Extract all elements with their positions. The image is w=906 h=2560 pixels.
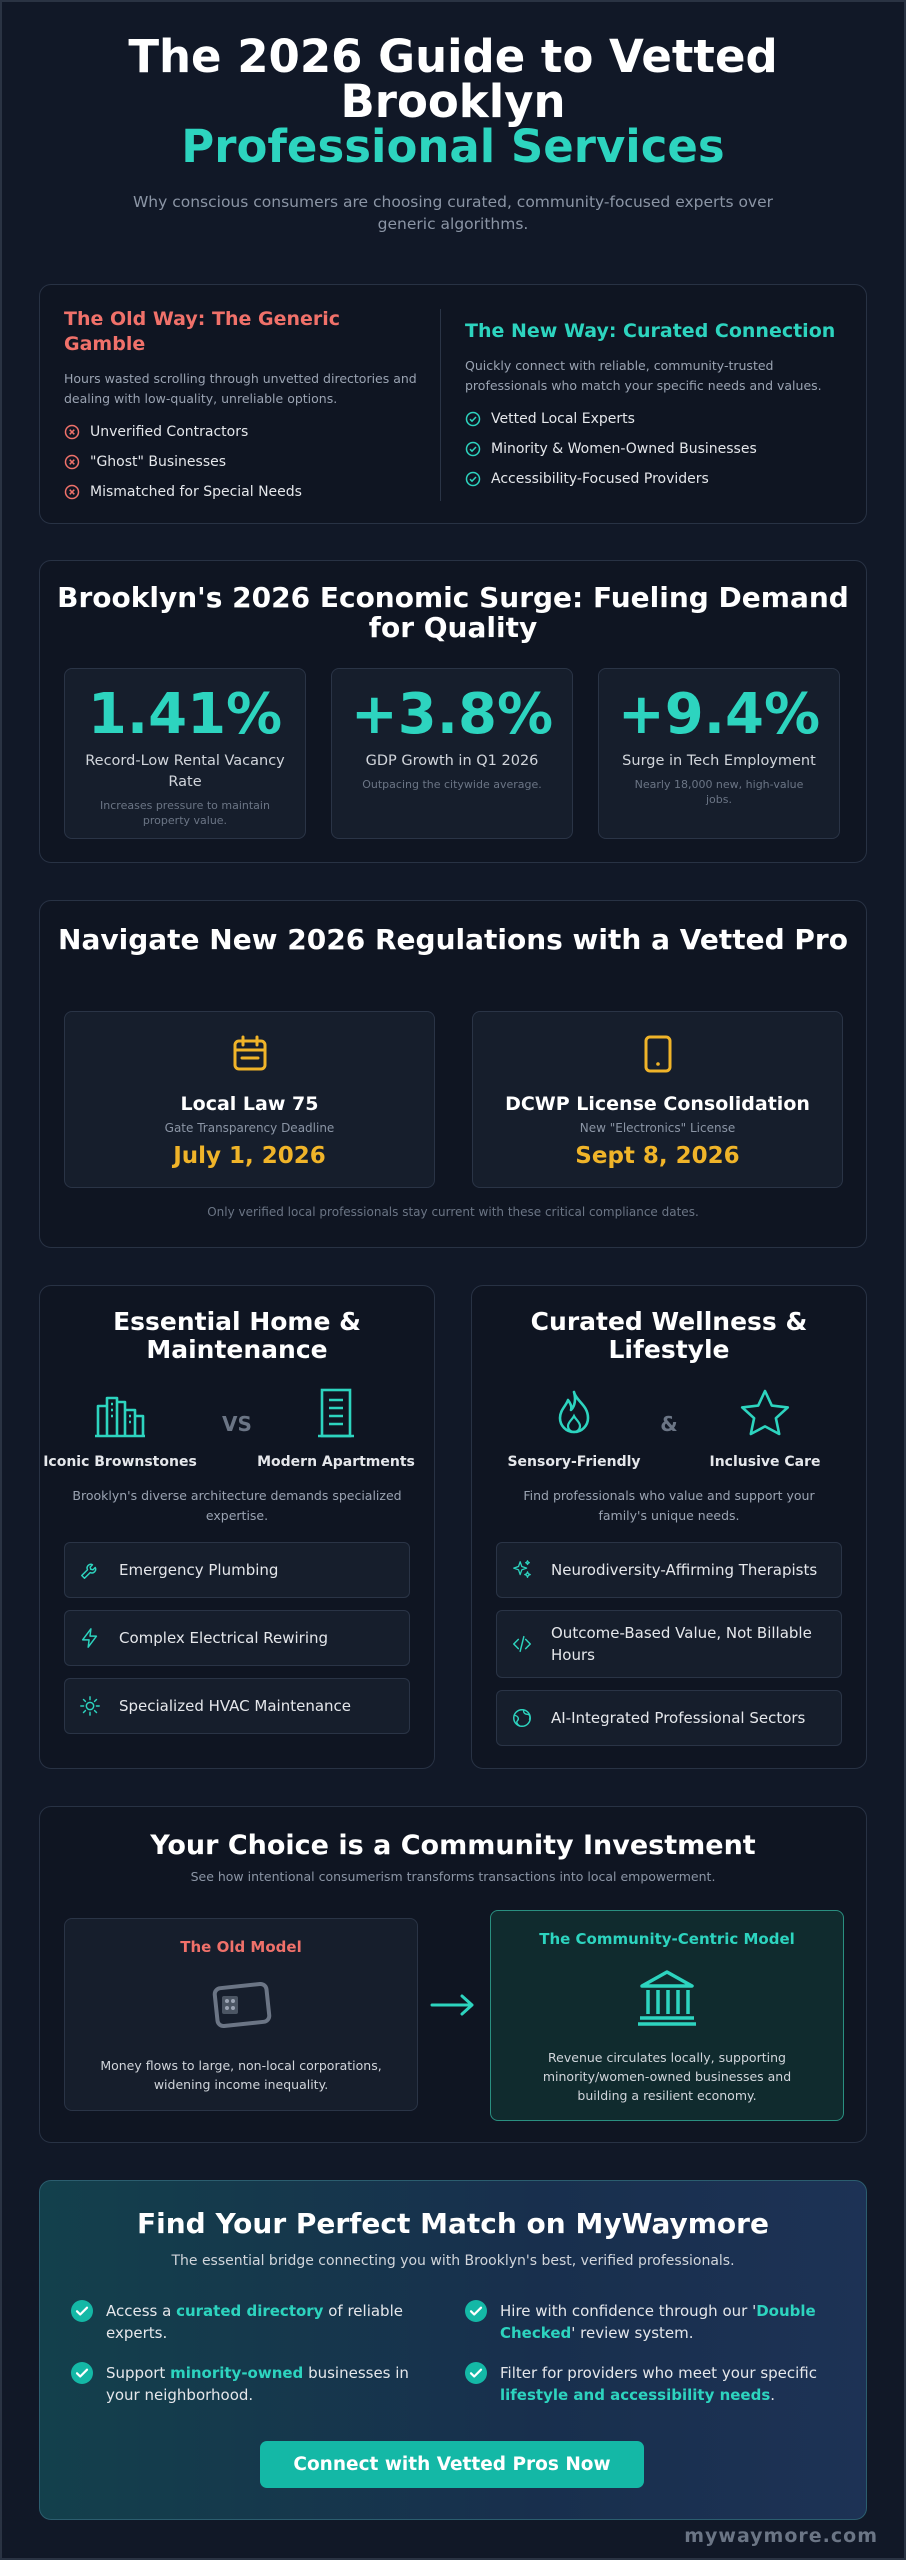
new-way-item xyxy=(465,404,845,434)
page-subtitle: Why conscious consumers are choosing curated, community-focused experts over generic algorithms. xyxy=(132,193,774,233)
old-way-item xyxy=(64,477,424,507)
old-way-item xyxy=(64,417,424,447)
page-title-line1: The 2026 Guide to Vetted xyxy=(128,30,778,83)
benefit-text: Filter for providers who meet your specific xyxy=(500,2364,817,2382)
sparkles-icon xyxy=(511,1559,533,1581)
stat-label: Surge in Tech Employment xyxy=(622,753,816,769)
community-model-card xyxy=(490,1910,844,2121)
stat-label: GDP Growth in Q1 2026 xyxy=(365,753,539,769)
apartments-label: Modern Apartments xyxy=(257,1454,415,1470)
star-icon xyxy=(737,1386,793,1442)
old-way-desc: Hours wasted scrolling through unvetted directories and dealing with low-quality, unreliable options. xyxy=(64,371,417,406)
service-item-label: Specialized HVAC Maintenance xyxy=(119,1697,352,1715)
wellness-desc: Find professionals who value and support your family's unique needs. xyxy=(523,1488,815,1523)
benefit-item xyxy=(464,2362,824,2406)
old-way-item xyxy=(64,447,424,477)
old-model-title: The Old Model xyxy=(180,1938,302,1956)
stat-value: 1.41% xyxy=(87,682,283,747)
page-title-accent: Professional Services xyxy=(181,120,725,173)
regulation-date: Sept 8, 2026 xyxy=(575,1143,740,1169)
credit-card-icon xyxy=(208,1974,274,2038)
bank-building-icon xyxy=(634,1966,700,2030)
find-match-card xyxy=(39,2180,867,2520)
new-way-item xyxy=(465,464,845,494)
old-way-item-label: Unverified Contractors xyxy=(90,424,249,440)
regulation-card xyxy=(472,1011,843,1188)
comparison-card xyxy=(39,284,867,524)
home-maintenance-card xyxy=(39,1285,435,1769)
benefit-text: of reliable experts. xyxy=(106,2302,403,2342)
lightning-icon xyxy=(79,1627,101,1649)
stat-card xyxy=(64,668,306,839)
x-circle-icon xyxy=(64,424,80,440)
inclusive-item xyxy=(685,1386,845,1470)
brand-watermark: mywaymore.com xyxy=(684,2525,878,2547)
regulations-title: Navigate New 2026 Regulations with a Vetted Pro xyxy=(58,923,848,956)
wellness-lifestyle-card xyxy=(471,1285,867,1769)
arrow-right-icon xyxy=(428,1990,480,2020)
service-item-label: AI-Integrated Professional Sectors xyxy=(551,1709,806,1727)
benefit-item xyxy=(70,2362,430,2406)
regulations-card xyxy=(39,900,867,1248)
benefit-text: Hire with confidence through our ' xyxy=(500,2302,757,2320)
economic-surge-card xyxy=(39,560,867,863)
service-item-plumbing[interactable] xyxy=(64,1542,410,1598)
stat-note: Increases pressure to maintain property value. xyxy=(100,799,270,827)
stat-value: +3.8% xyxy=(350,682,554,747)
home-comparison xyxy=(40,1386,434,1478)
find-title: Find Your Perfect Match on MyWaymore xyxy=(137,2207,769,2240)
stat-card xyxy=(331,668,573,839)
benefit-highlight: lifestyle and accessibility needs xyxy=(500,2386,771,2404)
community-subtitle: See how intentional consumerism transforms transactions into local empowerment. xyxy=(190,1869,716,1884)
benefit-highlight: minority-owned xyxy=(170,2364,304,2382)
new-way-title: The New Way: Curated Connection xyxy=(465,320,836,342)
service-item-label: Emergency Plumbing xyxy=(119,1561,279,1579)
old-way-column xyxy=(64,307,424,507)
old-way-title: The Old Way: The Generic Gamble xyxy=(64,308,341,355)
benefit-text: Support xyxy=(106,2364,171,2382)
regulation-subtitle: New "Electronics" License xyxy=(579,1121,736,1135)
connect-cta-button[interactable]: Connect with Vetted Pros Now xyxy=(260,2441,644,2488)
regulations-footnote: Only verified local professionals stay current with these critical compliance dates. xyxy=(207,1205,699,1219)
check-circle-icon xyxy=(465,471,481,487)
stat-label: Record-Low Rental Vacancy Rate xyxy=(85,753,285,790)
service-item-label: Neurodiversity-Affirming Therapists xyxy=(551,1561,818,1579)
new-way-item-label: Minority & Women-Owned Businesses xyxy=(491,441,757,457)
apartments-item xyxy=(256,1386,416,1470)
benefit-item xyxy=(70,2300,430,2344)
new-way-item-label: Accessibility-Focused Providers xyxy=(491,471,709,487)
sensory-label: Sensory-Friendly xyxy=(507,1454,641,1470)
x-circle-icon xyxy=(64,454,80,470)
apartment-building-icon xyxy=(308,1386,364,1442)
page-title-line2: Brooklyn xyxy=(340,75,566,128)
ampersand-separator: & xyxy=(660,1412,678,1436)
old-way-item-label: "Ghost" Businesses xyxy=(90,454,227,470)
regulation-date: July 1, 2026 xyxy=(173,1143,326,1169)
old-model-text: Money flows to large, non-local corporations, widening income inequality. xyxy=(100,2058,382,2092)
home-title: Essential Home & Maintenance xyxy=(113,1307,361,1364)
inclusive-label: Inclusive Care xyxy=(709,1454,821,1470)
service-item-label: Complex Electrical Rewiring xyxy=(119,1629,329,1647)
community-title: Your Choice is a Community Investment xyxy=(150,1830,756,1861)
globe-icon xyxy=(511,1707,533,1729)
stat-note: Nearly 18,000 new, high-value jobs. xyxy=(634,778,804,806)
regulation-title: Local Law 75 xyxy=(180,1093,319,1115)
community-model-title: The Community-Centric Model xyxy=(539,1930,795,1948)
benefit-text: ' review system. xyxy=(571,2324,694,2342)
surge-title: Brooklyn's 2026 Economic Surge: Fueling Demand for Quality xyxy=(57,581,849,644)
service-item-hvac[interactable] xyxy=(64,1678,410,1734)
old-way-item-label: Mismatched for Special Needs xyxy=(90,484,302,500)
check-circle-icon xyxy=(465,411,481,427)
check-badge-icon xyxy=(70,2299,94,2323)
new-way-item xyxy=(465,434,845,464)
community-model-text: Revenue circulates locally, supporting minority/women-owned businesses and building a resilient economy. xyxy=(542,2050,792,2103)
new-way-column xyxy=(465,307,845,494)
wrench-icon xyxy=(79,1559,101,1581)
sun-icon xyxy=(79,1695,101,1717)
service-item-label: Outcome-Based Value, Not Billable Hours xyxy=(551,1624,812,1664)
new-way-desc: Quickly connect with reliable, community-trusted professionals who match your specific needs and values. xyxy=(465,358,822,393)
service-item-therapists[interactable] xyxy=(496,1542,842,1598)
page-header xyxy=(0,30,906,235)
stat-note: Outpacing the citywide average. xyxy=(362,778,542,791)
benefit-text: businesses in your neighborhood. xyxy=(106,2364,409,2404)
old-model-card xyxy=(64,1918,418,2111)
check-badge-icon xyxy=(70,2361,94,2385)
tablet-icon xyxy=(636,1032,680,1076)
brownstones-label: Iconic Brownstones xyxy=(43,1454,197,1470)
service-item-ai-sectors[interactable] xyxy=(496,1690,842,1746)
benefit-item xyxy=(464,2300,824,2344)
benefit-text: . xyxy=(770,2386,776,2404)
wellness-comparison xyxy=(472,1386,866,1478)
check-circle-icon xyxy=(465,441,481,457)
find-subtitle: The essential bridge connecting you with Brooklyn's best, verified professionals. xyxy=(171,2253,735,2269)
regulation-subtitle: Gate Transparency Deadline xyxy=(164,1121,335,1135)
regulation-title: DCWP License Consolidation xyxy=(505,1093,810,1115)
stat-card xyxy=(598,668,840,839)
stat-value: +9.4% xyxy=(617,682,821,747)
x-circle-icon xyxy=(64,484,80,500)
benefit-text: Access a xyxy=(106,2302,177,2320)
community-investment-card xyxy=(39,1806,867,2143)
new-way-item-label: Vetted Local Experts xyxy=(491,411,635,427)
code-icon xyxy=(511,1633,533,1655)
wellness-title: Curated Wellness & Lifestyle xyxy=(530,1307,808,1364)
check-badge-icon xyxy=(464,2361,488,2385)
service-item-electrical[interactable] xyxy=(64,1610,410,1666)
column-divider xyxy=(440,309,441,501)
versus-separator: VS xyxy=(222,1412,252,1436)
calendar-icon xyxy=(228,1032,272,1076)
home-desc: Brooklyn's diverse architecture demands specialized expertise. xyxy=(72,1488,402,1523)
regulation-card xyxy=(64,1011,435,1188)
benefit-highlight: curated directory xyxy=(176,2302,324,2320)
service-item-outcome-value[interactable] xyxy=(496,1610,842,1678)
check-badge-icon xyxy=(464,2299,488,2323)
benefit-highlight: Double Checked xyxy=(500,2302,816,2342)
